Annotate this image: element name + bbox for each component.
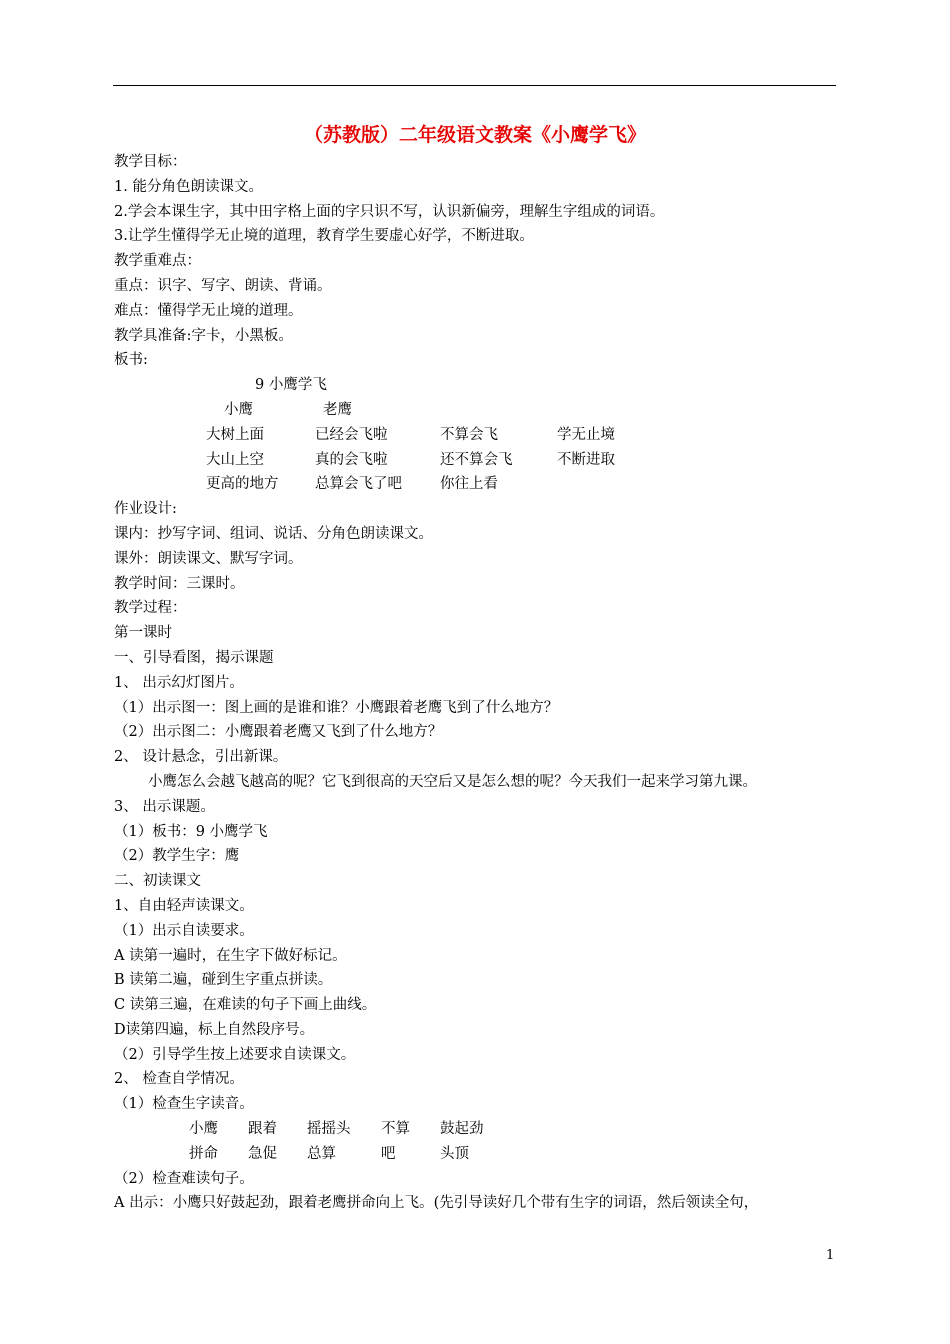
- board-cell: 总算会飞了吧: [315, 476, 402, 493]
- word-item: 急促: [248, 1145, 277, 1162]
- text-line: 1、自由轻声读课文。: [114, 897, 254, 914]
- board-row: [114, 448, 850, 473]
- text-line: 二、初读课文: [114, 873, 201, 890]
- page-number: 1: [826, 1248, 835, 1263]
- text-line: 课内：抄写字词、组词、说话、分角色朗读课文。: [114, 525, 433, 542]
- text-line: 第一课时: [114, 625, 172, 642]
- text-line: 重点：识字、写字、朗读、背诵。: [114, 277, 332, 294]
- board-col-laoying: 老鹰: [323, 401, 352, 418]
- word-row: [114, 1117, 850, 1142]
- word-item: 头顶: [440, 1145, 469, 1162]
- board-cell: 大山上空: [206, 451, 264, 468]
- text-line: A 读第一遍时，在生字下做好标记。: [114, 947, 347, 964]
- word-item: 吧: [381, 1145, 396, 1162]
- text-line: （2）引导学生按上述要求自读课文。: [114, 1046, 356, 1063]
- board-col-xiaoying: 小鹰: [224, 401, 253, 418]
- text-line: 3、 出示课题。: [114, 798, 215, 815]
- text-line: 2.学会本课生字，其中田字格上面的字只识不写，认识新偏旁，理解生字组成的词语。: [114, 203, 665, 220]
- document-title: （苏教版）二年级语文教案《小鹰学飞》: [303, 124, 646, 146]
- board-cell: 真的会飞啦: [315, 451, 388, 468]
- text-line: D读第四遍，标上自然段序号。: [114, 1021, 315, 1038]
- text-line: C 读第三遍，在难读的句子下画上曲线。: [114, 997, 377, 1014]
- text-line: （1）出示自读要求。: [114, 922, 254, 939]
- word-item: 总算: [307, 1145, 336, 1162]
- text-line: 教学目标：: [114, 154, 187, 170]
- text-line: （1）检查生字读音。: [114, 1096, 254, 1113]
- word-item: 小鹰: [189, 1121, 218, 1138]
- document-body: [114, 150, 850, 1216]
- text-line: （2）教学生字：鹰: [114, 848, 240, 865]
- board-cell: 不算会飞: [440, 426, 498, 443]
- word-item: 鼓起劲: [440, 1121, 484, 1138]
- text-line: A 出示：小鹰只好鼓起劲，跟着老鹰拼命向上飞。(先引导读好几个带有生字的词语，然后领读全句，: [114, 1195, 759, 1212]
- board-row: [114, 423, 850, 448]
- text-line: 作业设计:: [114, 501, 177, 518]
- text-line: 板书:: [114, 352, 148, 369]
- board-cell: 更高的地方: [206, 476, 279, 493]
- text-line: （1）板书：9 小鹰学飞: [114, 823, 268, 840]
- text-line: 教学过程：: [114, 600, 187, 617]
- text-line: 难点：懂得学无止境的道理。: [114, 302, 303, 319]
- board-heading: 9 小鹰学飞: [255, 377, 327, 394]
- text-line: 2、 检查自学情况。: [114, 1071, 244, 1088]
- word-row: [114, 1142, 850, 1167]
- text-line: 教学具准备:字卡，小黑板。: [114, 327, 293, 344]
- word-item: 跟着: [248, 1121, 277, 1138]
- text-line: 小鹰怎么会越飞越高的呢？它飞到很高的天空后又是怎么想的呢？今天我们一起来学习第九课。: [148, 773, 757, 790]
- board-heading-row: [114, 373, 850, 398]
- text-line: （1）出示图一：图上画的是谁和谁？小鹰跟着老鹰飞到了什么地方？: [114, 699, 559, 716]
- word-item: 拼命: [189, 1145, 218, 1162]
- text-line: 1. 能分角色朗读课文。: [114, 178, 263, 195]
- board-cell: 还不算会飞: [440, 451, 513, 468]
- board-cell: 不断进取: [557, 451, 615, 468]
- board-cell: 你往上看: [440, 476, 498, 493]
- board-cell: 已经会飞啦: [315, 426, 388, 443]
- board-row: [114, 472, 850, 497]
- text-line: 教学重难点：: [114, 253, 201, 270]
- board-cell: 学无止境: [557, 426, 615, 443]
- text-line: 3.让学生懂得学无止境的道理，教育学生要虚心好学，不断进取。: [114, 228, 534, 245]
- text-line: 1、 出示幻灯图片。: [114, 674, 244, 691]
- word-item: 摇摇头: [307, 1121, 351, 1138]
- text-line: 2、 设计悬念，引出新课。: [114, 749, 288, 766]
- text-line: （2）检查难读句子。: [114, 1170, 254, 1187]
- text-line: 课外：朗读课文、默写字词。: [114, 550, 303, 567]
- board-columns-row: [114, 398, 850, 423]
- text-line: （2）出示图二：小鹰跟着老鹰又飞到了什么地方？: [114, 724, 443, 741]
- board-cell: 大树上面: [206, 426, 264, 443]
- text-line: B 读第二遍，碰到生字重点拼读。: [114, 972, 333, 989]
- header-rule: [113, 85, 836, 86]
- word-item: 不算: [381, 1121, 410, 1138]
- text-line: 教学时间：三课时。: [114, 575, 245, 592]
- text-line: 一、引导看图，揭示课题: [114, 649, 274, 666]
